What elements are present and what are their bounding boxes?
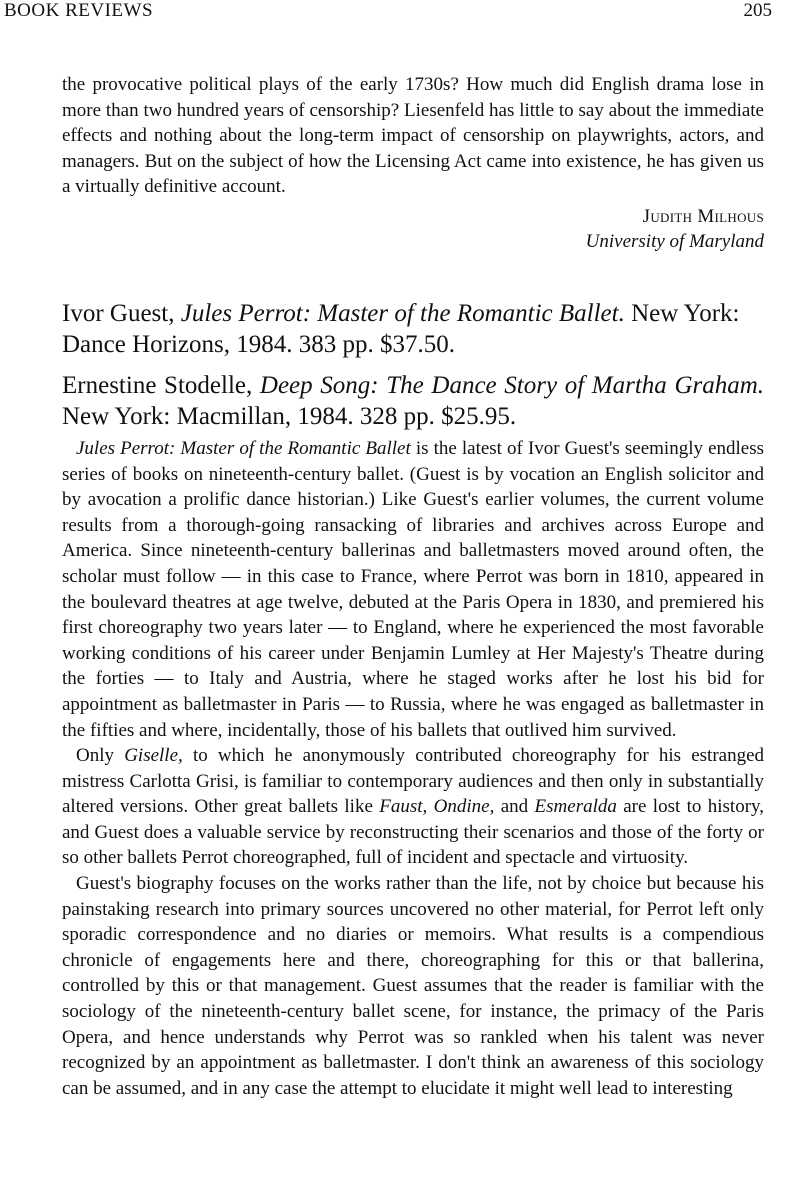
review-paragraph-3: Guest's biography focuses on the works rather than the life, not by choice but because his painstaking research into primary sources uncovered no other material, for Perrot left only sporadic correspondence and no diaries or memoirs. What results is a compendious chronicle of engagements here and there, choreographing for this or that ballerina, controlled by this or that management. Guest assumes that the reader is familiar with the sociology of the nineteenth-century ballet scene, for instance, the primacy of the Paris Opera, and hence understands why Perrot was so rankled when his talent was never recognized by an appointment as balletmaster. I don't think an awareness of this sociology can be assumed, and in any case the attempt to elucidate it might well lead to interesting bbox=[62, 873, 764, 1099]
paragraph-text: is the latest of Ivor Guest's seemingly endless series of books on nineteenth-century ballet. (Guest is by vocation an English solicitor and by avocation a prolific dance historian.) Like Guest's earlier volumes, the current volume results from a thorough-going ransacking of libraries and archives across Europe and America. Since nineteenth-century ballerinas and balletmasters moved around often, the scholar must follow — in this case to France, where Perrot was born in 1810, appeared in the boulevard theatres at age twelve, debuted at the Paris Opera in 1830, and premiered his first choreography two years later — to England, where he experienced the most favorable working conditions of his career under Benjamin Lumley at Her Majesty's Theatre during the forties — to Italy and Austria, where he staged works after he lost his bid for appointment as balletmaster in Paris — to Russia, where he was engaged as balletmaster in the fifties and where, incidentally, those of his ballets that outlived him survived. bbox=[62, 437, 765, 741]
paragraph-text: and bbox=[500, 796, 529, 818]
ballet-title-faust: Faust, bbox=[379, 796, 428, 818]
reviewer-affiliation: University of Maryland bbox=[585, 230, 764, 252]
ballet-title-esmeralda: Esmeralda bbox=[534, 796, 617, 818]
ballet-title-ondine: Ondine, bbox=[433, 796, 495, 818]
citation-publication: New York: Macmillan, 1984. 328 pp. $25.95. bbox=[62, 402, 517, 430]
paragraph-text: Only bbox=[76, 745, 114, 767]
running-head: BOOK REVIEWS bbox=[4, 0, 154, 21]
page-header bbox=[0, 0, 800, 28]
reviewer-name: Judith Milhous bbox=[642, 205, 764, 227]
citation-title: Deep Song: The Dance Story of Martha Graham. bbox=[259, 371, 765, 399]
book-title-reference: Jules Perrot: Master of the Romantic Ballet bbox=[76, 437, 411, 459]
citation-author: Ernestine Stodelle, bbox=[62, 371, 253, 399]
previous-review-closing-paragraph: the provocative political plays of the early 1730s? How much did English drama lose in more than two hundred years of censorship? Liesenfeld has little to say about the immediate effects and nothing about the long-term impact of censorship on playwrights, actors, and managers. But on the subject of how the Licensing Act came into existence, he has given us a virtually definitive account. bbox=[62, 74, 764, 198]
reviewer-signature bbox=[62, 204, 764, 254]
ballet-title-giselle: Giselle, bbox=[124, 745, 183, 767]
review-paragraph-2 bbox=[62, 743, 764, 871]
citation-title: Jules Perrot: Master of the Romantic Ballet. bbox=[180, 299, 625, 327]
review-paragraph-1 bbox=[62, 436, 764, 743]
book-citation-1 bbox=[62, 298, 764, 360]
paragraph-text: are lost to history, and Guest does a valuable service by reconstructing their scenarios and those of the forty or so other ballets Perrot choreographed, full of incident and spectacle and virtuosity. bbox=[62, 796, 765, 869]
citation-publication: New York: Dance Horizons, 1984. 383 pp. $37.50. bbox=[62, 299, 740, 358]
citation-author: Ivor Guest, bbox=[62, 299, 175, 327]
book-citation-2 bbox=[62, 370, 764, 432]
paragraph-text: to which he anonymously contributed choreography for his estranged mistress Carlotta Grisi, is familiar to contemporary audiences and then only in substantially altered versions. Other great ballets like bbox=[62, 745, 765, 818]
page-number: 205 bbox=[743, 0, 772, 21]
page-body bbox=[62, 72, 764, 1101]
